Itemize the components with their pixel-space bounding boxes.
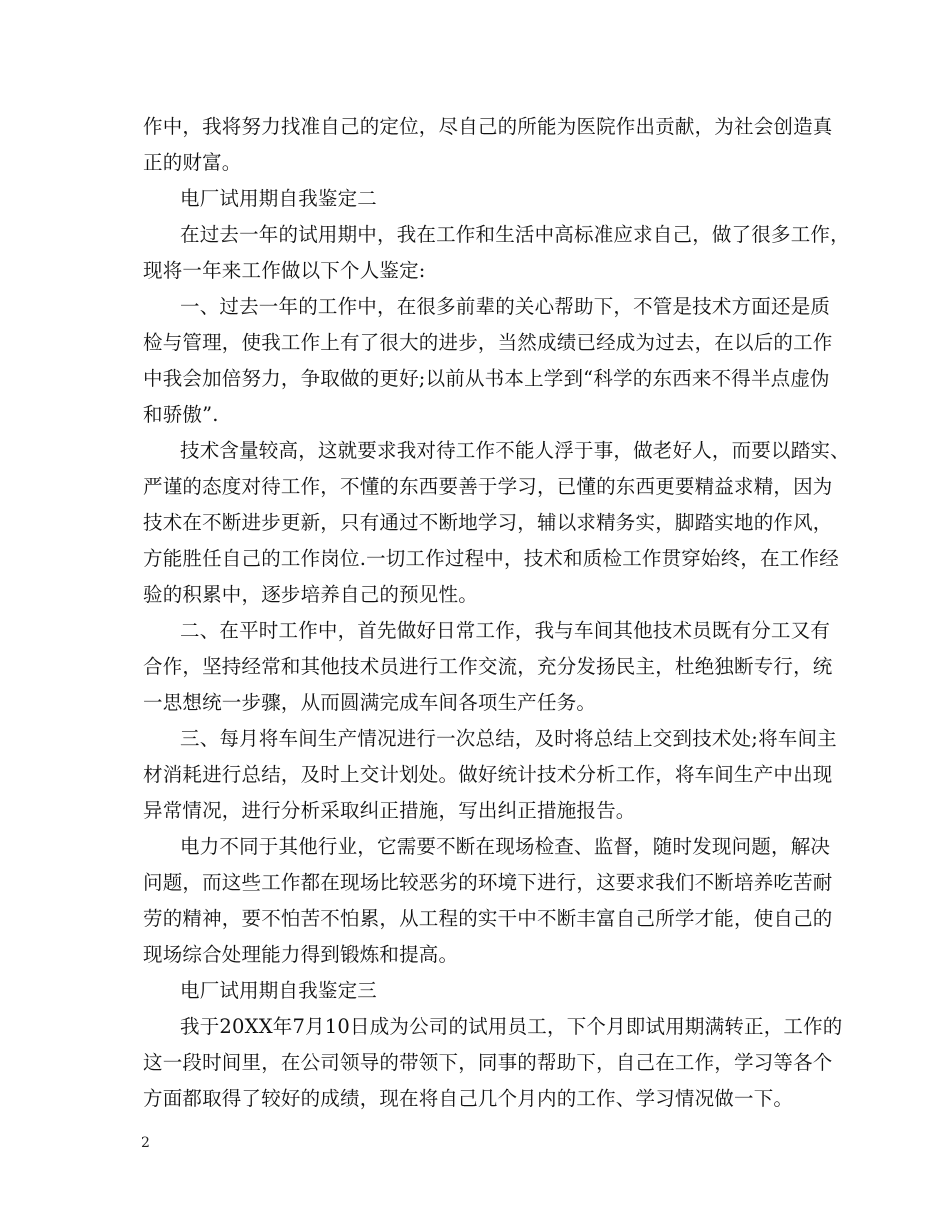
section-heading: 电厂试用期自我鉴定三 [180,979,378,1002]
text-line: 我于20XX年7月10日成为公司的试用员工，下个月即试用期满转正，工作的 [180,1015,843,1038]
text-line: 二、在平时工作中，首先做好日常工作，我与车间其他技术员既有分工又有 [180,619,831,642]
page-number: 2 [141,1135,150,1151]
text-line: 现场综合处理能力得到锻炼和提高。 [143,943,459,966]
text-line: 严谨的态度对待工作，不懂的东西要善于学习，已懂的东西更要精益求精，因为 [143,475,833,498]
text-line: 一、过去一年的工作中，在很多前辈的关心帮助下，不管是技术方面还是质 [180,295,831,318]
text-line: 中我会加倍努力，争取做的更好;以前从书本上学到“科学的东西来不得半点虚伪 [143,367,830,390]
text-line: 电力不同于其他行业，它需要不断在现场检查、监督，随时发现问题，解决 [180,835,831,858]
text-line: 合作，坚持经常和其他技术员进行工作交流，充分发扬民主，杜绝独断专行，统 [143,655,833,678]
text-line: 异常情况，进行分析采取纠正措施，写出纠正措施报告。 [143,799,636,822]
text-line: 现将一年来工作做以下个人鉴定: [143,259,426,282]
text-line: 方面都取得了较好的成绩，现在将自己几个月内的工作、学习情况做一下。 [143,1087,794,1110]
text-line: 和骄傲”. [143,403,219,426]
text-line: 检与管理，使我工作上有了很大的进步，当然成绩已经成为过去，在以后的工作 [143,331,833,354]
text-line: 材消耗进行总结，及时上交计划处。做好统计技术分析工作，将车间生产中出现 [143,763,833,786]
text-line: 这一段时间里，在公司领导的带领下，同事的帮助下，自己在工作，学习等各个 [143,1051,833,1074]
section-heading: 电厂试用期自我鉴定二 [180,187,378,210]
text-line: 一思想统一步骤，从而圆满完成车间各项生产任务。 [143,691,597,714]
text-line: 作中，我将努力找准自己的定位，尽自己的所能为医院作出贡献，为社会创造真 [143,115,833,138]
text-line: 劳的精神，要不怕苦不怕累，从工程的实干中不断丰富自己所学才能，使自己的 [143,907,833,930]
text-line: 技术含量较高，这就要求我对待工作不能人浮于事，做老好人，而要以踏实、 [180,439,850,462]
text-line: 在过去一年的试用期中，我在工作和生活中高标准应求自己，做了很多工作， [180,223,850,246]
text-line: 三、每月将车间生产情况进行一次总结，及时将总结上交到技术处;将车间主 [180,727,837,750]
text-line: 技术在不断进步更新，只有通过不断地学习，辅以求精务实，脚踏实地的作风， [143,511,833,534]
text-line: 验的积累中，逐步培养自己的预见性。 [143,583,478,606]
text-line: 方能胜任自己的工作岗位.一切工作过程中，技术和质检工作贯穿始终，在工作经 [143,547,839,570]
text-line: 正的财富。 [143,151,242,174]
text-line: 问题，而这些工作都在现场比较恶劣的环境下进行，这要求我们不断培养吃苦耐 [143,871,833,894]
